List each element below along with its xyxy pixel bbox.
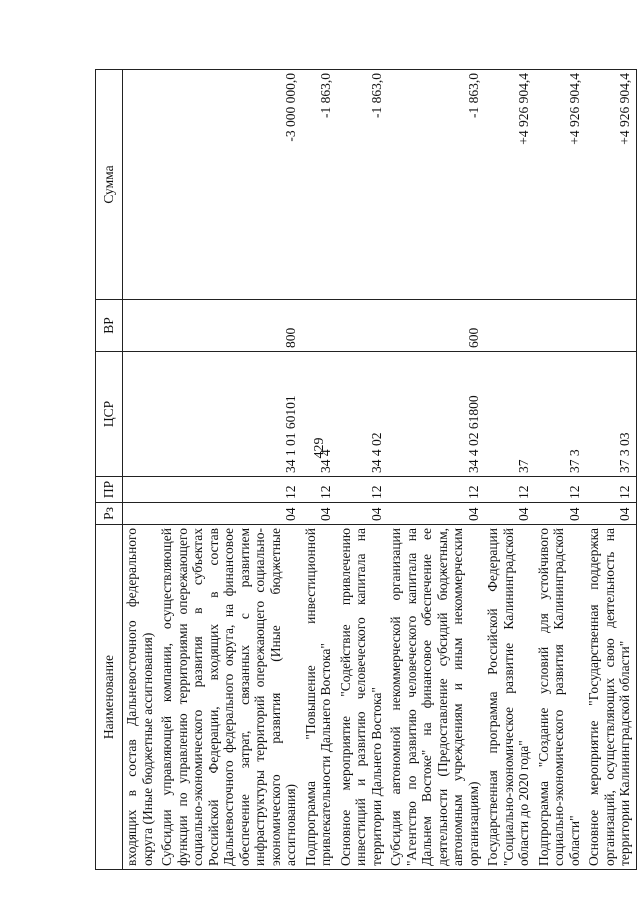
budget-table [95, 69, 637, 870]
row-rz: 04 [302, 503, 337, 525]
table-row [158, 70, 302, 870]
row-csr: 34 4 [302, 352, 337, 477]
row-csr [123, 352, 159, 477]
row-rz: 04 [158, 503, 302, 525]
row-rz [123, 503, 159, 525]
row-sum [123, 70, 159, 300]
row-name: Субсидия автономной некоммерческой организации "Агентство по развитию человеческого капитала на Дальнем Востоке" на финансовое обеспечение ее деятельности (Предоставление субсидий бюджетным, автономным учреждениям и иным некоммерческим организациям) [387, 525, 484, 870]
table-row [387, 70, 484, 870]
row-name: Государственная программа Российской Федерации "Социально-экономическое развитие Калининградской области до 2020 года" [484, 525, 535, 870]
row-vr: 800 [158, 300, 302, 352]
header-rz: Рз [96, 503, 123, 525]
table-row [337, 70, 388, 870]
row-pr: 12 [585, 477, 636, 503]
row-rz: 04 [585, 503, 636, 525]
row-csr: 34 4 02 61800 [387, 352, 484, 477]
table-row [123, 70, 159, 870]
row-pr: 12 [337, 477, 388, 503]
table-row [535, 70, 586, 870]
rotated-page-content [95, 70, 632, 870]
page-number: 429 [312, 437, 327, 459]
header-csr: ЦСР [96, 352, 123, 477]
row-rz: 04 [535, 503, 586, 525]
row-pr: 12 [484, 477, 535, 503]
row-rz: 04 [387, 503, 484, 525]
header-pr: ПР [96, 477, 123, 503]
row-vr [123, 300, 159, 352]
row-name: Основное мероприятие "Государственная поддержка организаций, осуществляющих свою деятельность на территории Калининградской области" [585, 525, 636, 870]
row-pr: 12 [158, 477, 302, 503]
row-pr: 12 [387, 477, 484, 503]
row-name: входящих в состав Дальневосточного федерального округа (Иные бюджетные ассигнования) [123, 525, 159, 870]
row-pr: 12 [302, 477, 337, 503]
row-vr: 600 [387, 300, 484, 352]
row-rz: 04 [484, 503, 535, 525]
row-sum: +4 926 904,4 [535, 70, 586, 300]
row-sum: +4 926 904,4 [585, 70, 636, 300]
row-pr [123, 477, 159, 503]
row-sum: -1 863,0 [387, 70, 484, 300]
row-csr: 34 1 01 60101 [158, 352, 302, 477]
row-sum: -3 000 000,0 [158, 70, 302, 300]
table-row [484, 70, 535, 870]
row-vr [535, 300, 586, 352]
table-row [585, 70, 636, 870]
row-pr: 12 [535, 477, 586, 503]
row-vr [585, 300, 636, 352]
row-name: Подпрограмма "Повышение инвестиционной привлекательности Дальнего Востока" [302, 525, 337, 870]
header-name: Наименование [96, 525, 123, 870]
table-header-row [96, 70, 123, 870]
row-name: Подпрограмма "Создание условий для устойчивого социально-экономического развития Калининградской области" [535, 525, 586, 870]
header-vr: ВР [96, 300, 123, 352]
header-sum: Сумма [96, 70, 123, 300]
row-rz: 04 [337, 503, 388, 525]
row-vr [337, 300, 388, 352]
row-vr [484, 300, 535, 352]
row-sum: -1 863,0 [302, 70, 337, 300]
row-vr [302, 300, 337, 352]
row-csr: 37 3 03 [585, 352, 636, 477]
row-sum: +4 926 904,4 [484, 70, 535, 300]
row-csr: 37 [484, 352, 535, 477]
row-name: Субсидии управляющей компании, осуществляющей функции по управлению территориями опережающего социально-экономического развития в субъектах Российской Федерации, входящих в состав Дальневосточного федерального округа, на финансовое обеспечение затрат, связанных с развитием инфраструктуры территорий опережающего социально-экономического развития (Иные бюджетные ассигнования) [158, 525, 302, 870]
row-sum: -1 863,0 [337, 70, 388, 300]
row-name: Основное мероприятие "Содействие привлечению инвестиций и развитию человеческого капитала на территории Дальнего Востока" [337, 525, 388, 870]
row-csr: 34 4 02 [337, 352, 388, 477]
table-row [302, 70, 337, 870]
row-csr: 37 3 [535, 352, 586, 477]
